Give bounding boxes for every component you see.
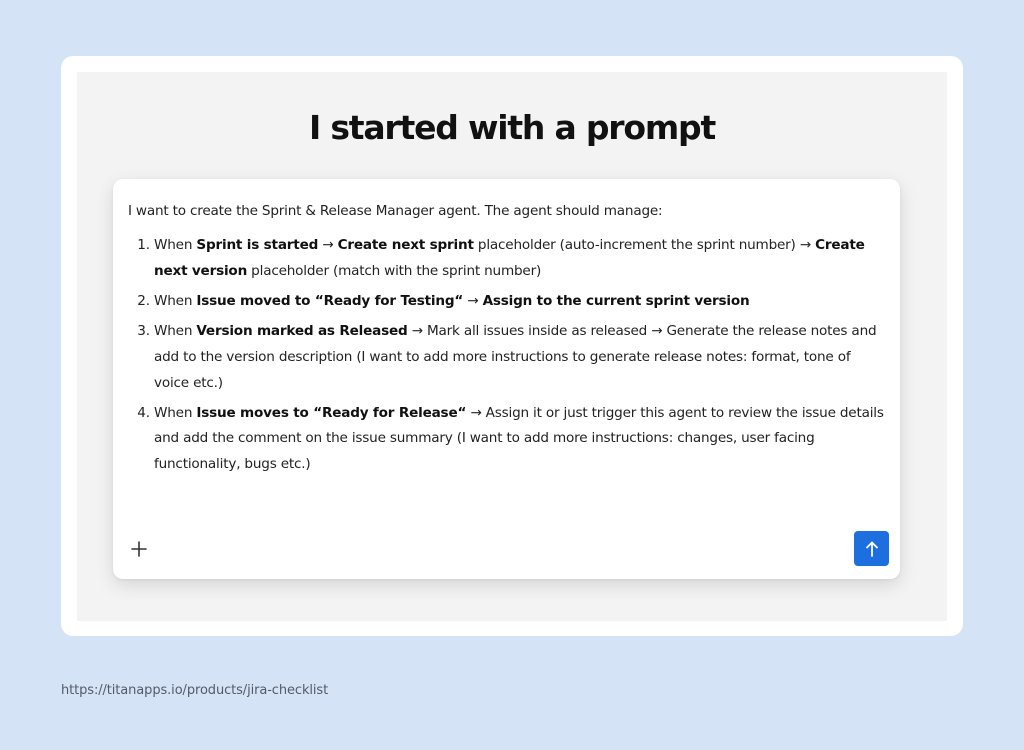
emphasis-text: Create next sprint xyxy=(337,237,474,253)
prompt-list xyxy=(128,233,888,478)
item-text: When xyxy=(154,404,197,421)
emphasis-text: Issue moves to “Ready for Release“ xyxy=(196,404,467,421)
item-text: → xyxy=(463,292,483,309)
item-text: placeholder (auto-increment the sprint number) → xyxy=(473,237,816,253)
emphasis-text: Create next version xyxy=(154,237,865,279)
item-text: → xyxy=(318,237,338,253)
slide-frame xyxy=(61,56,963,636)
item-text: When xyxy=(154,237,197,253)
emphasis-text: Sprint is started xyxy=(196,237,319,253)
item-text: When xyxy=(154,292,197,309)
send-button[interactable] xyxy=(854,531,889,566)
plus-icon xyxy=(131,541,147,557)
item-text: When xyxy=(154,323,197,340)
list-item xyxy=(154,401,888,478)
prompt-input[interactable] xyxy=(128,199,888,482)
list-item xyxy=(154,289,888,315)
add-attachment-button[interactable] xyxy=(128,538,150,560)
emphasis-text: Version marked as Released xyxy=(196,323,408,340)
emphasis-text: Issue moved to “Ready for Testing“ xyxy=(196,292,464,309)
item-text: → Assign it or just trigger this agent to review the issue details and add the comment on the issue summary (I want to add more instructions: changes, user facing functionality, bugs etc.) xyxy=(154,404,884,473)
arrow-up-icon xyxy=(864,540,880,558)
list-item xyxy=(154,319,888,396)
prompt-composer[interactable] xyxy=(113,179,900,579)
emphasis-text: Assign to the current sprint version xyxy=(482,292,750,309)
source-url: https://titanapps.io/products/jira-checklist xyxy=(61,683,329,698)
item-text: → Mark all issues inside as released → Generate the release notes and add to the version description (I want to add more instructions to generate release notes: format, tone of voice etc.) xyxy=(154,323,877,391)
page-title: I started with a prompt xyxy=(308,108,716,147)
prompt-intro: I want to create the Sprint & Release Manager agent. The agent should manage: xyxy=(128,203,663,219)
list-item xyxy=(154,233,888,284)
slide-content xyxy=(77,72,947,621)
item-text: placeholder (match with the sprint number) xyxy=(247,262,542,279)
